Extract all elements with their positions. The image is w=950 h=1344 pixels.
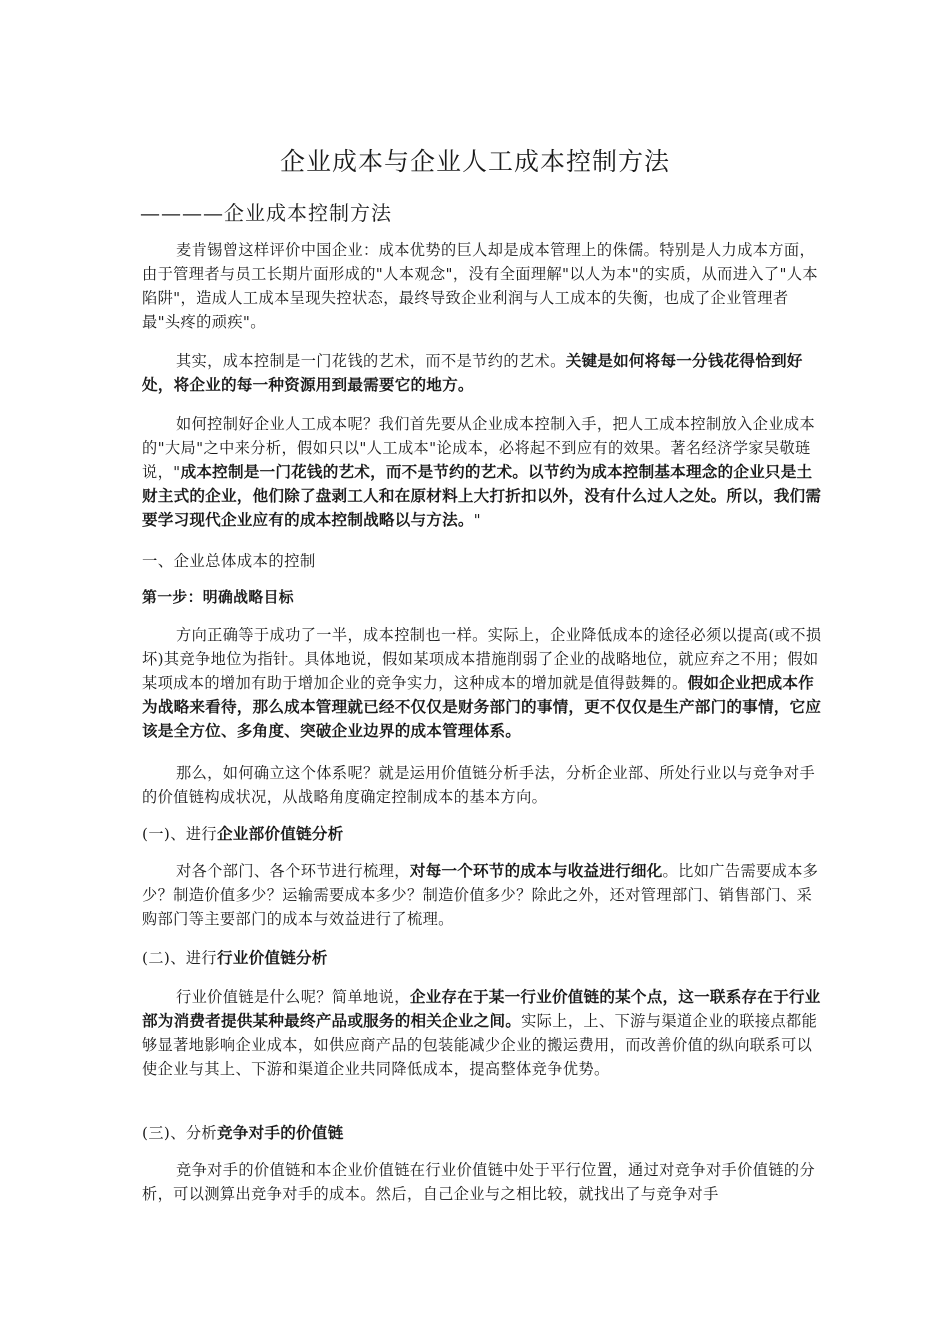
paragraph-4 [142,623,824,743]
paragraph-2 [142,349,824,397]
paragraph-7 [142,985,824,1105]
subsection-2-title: 行业价值链分析 [217,949,328,967]
paragraph-8 [142,1158,824,1206]
paragraph-1 [142,238,824,334]
subsection-3-prefix: (三)、分析 [142,1124,218,1142]
paragraph-2-text: 其实，成本控制是一门花钱的艺术，而不是节约的艺术。 [176,352,566,370]
paragraph-5 [142,761,824,809]
subsection-heading-1 [142,822,824,846]
paragraph-3-text: 如何控制好企业人工成本呢？我们首先要从企业成本控制入手，把人工成本控制放入企业成本的"大局"之中来分析，假如只以"人工成本"论成本，必将起不到应有的效果。著名经济学家吴敬琏说，" [142,415,816,481]
paragraph-4-emphasis: 假如企业把成本作为战略来看待，那么成本管理就已经不仅仅是财务部门的事情，更不仅仅是生产部门的事情，它应该是全方位、多角度、突破企业边界的成本管理体系。 [142,674,822,740]
paragraph-7-text: 行业价值链是什么呢？简单地说， [176,988,410,1006]
paragraph-5-text: 那么，如何确立这个体系呢？就是运用价值链分析手法，分析企业部、所处行业以与竞争对手的价值链构成状况，从战略角度确定控制成本的基本方向。 [142,764,816,806]
paragraph-4-text: 方向正确等于成功了一半，成本控制也一样。实际上，企业降低成本的途径必须以提高(或不损坏)其竞争地位为指针。具体地说，假如某项成本措施削弱了企业的战略地位，就应弃之不用；假如某项成本的增加有助于增加企业的竞争实力，这种成本的增加就是值得鼓舞的。 [142,626,822,692]
section-heading-1: 一、企业总体成本的控制 [142,552,316,570]
paragraph-7-text-2: 实际上，上、下游与渠道企业的联接点都能够显著地影响企业成本，如供应商产品的包装能减少企业的搬运费用，而改善价值的纵向联系可以使企业与其上、下游和渠道企业共同降低成本，提高整体竞争优势。 [142,1012,818,1078]
subsection-1-title: 企业部价值链分析 [217,825,344,843]
paragraph-6-text: 对各个部门、各个环节进行梳理， [176,862,410,880]
subsection-1-prefix: (一)、进行 [142,825,218,843]
paragraph-7-emphasis: 企业存在于某一行业价值链的某个点，这一联系存在于行业部为消费者提供某种最终产品或服务的相关企业之间。 [142,988,821,1030]
paragraph-3-emphasis: 成本控制是一门花钱的艺术，而不是节约的艺术。以节约为成本控制基本理念的企业只是土财主式的企业，他们除了盘剥工人和在原材料上大打折扣以外，没有什么过人之处。所以，我们需要学习现代企业应有的成本控制战略以与方法。 [142,463,822,529]
document-subtitle: ————企业成本控制方法 [140,201,392,225]
paragraph-8-text: 竞争对手的价值链和本企业价值链在行业价值链中处于平行位置，通过对竞争对手价值链的分析，可以测算出竞争对手的成本。然后，自己企业与之相比较，就找出了与竞争对手 [142,1161,816,1203]
paragraph-3 [142,412,824,532]
subsection-heading-3 [142,1121,824,1145]
paragraph-1-text: 麦肯锡曾这样评价中国企业：成本优势的巨人却是成本管理上的侏儒。特别是人力成本方面，由于管理者与员工长期片面形成的"人本观念"，没有全面理解"以人为本"的实质，从而进入了"人本陷阱"，造成人工成本呈现失控状态，最终导致企业利润与人工成本的失衡，也成了企业管理者最"头疼的顽疾"。 [142,241,819,331]
document-title: 企业成本与企业人工成本控制方法 [279,147,670,176]
step-heading: 第一步：明确战略目标 [142,589,294,606]
paragraph-6-emphasis: 对每一个环节的成本与收益进行细化 [409,862,663,880]
subsection-3-title: 竞争对手的价值链 [217,1124,344,1142]
paragraph-3-closing-quote: " [473,511,482,529]
subsection-heading-2 [142,946,824,970]
paragraph-2-emphasis: 关键是如何将每一分钱花得恰到好处，将企业的每一种资源用到最需要它的地方。 [142,352,803,394]
paragraph-6-text-2: 。比如广告需要成本多少？制造价值多少？运输需要成本多少？制造价值多少？除此之外，还对管理部门、销售部门、采购部门等主要部门的成本与效益进行了梳理。 [142,862,819,928]
paragraph-6 [142,859,824,931]
subsection-2-prefix: (二)、进行 [142,949,218,967]
